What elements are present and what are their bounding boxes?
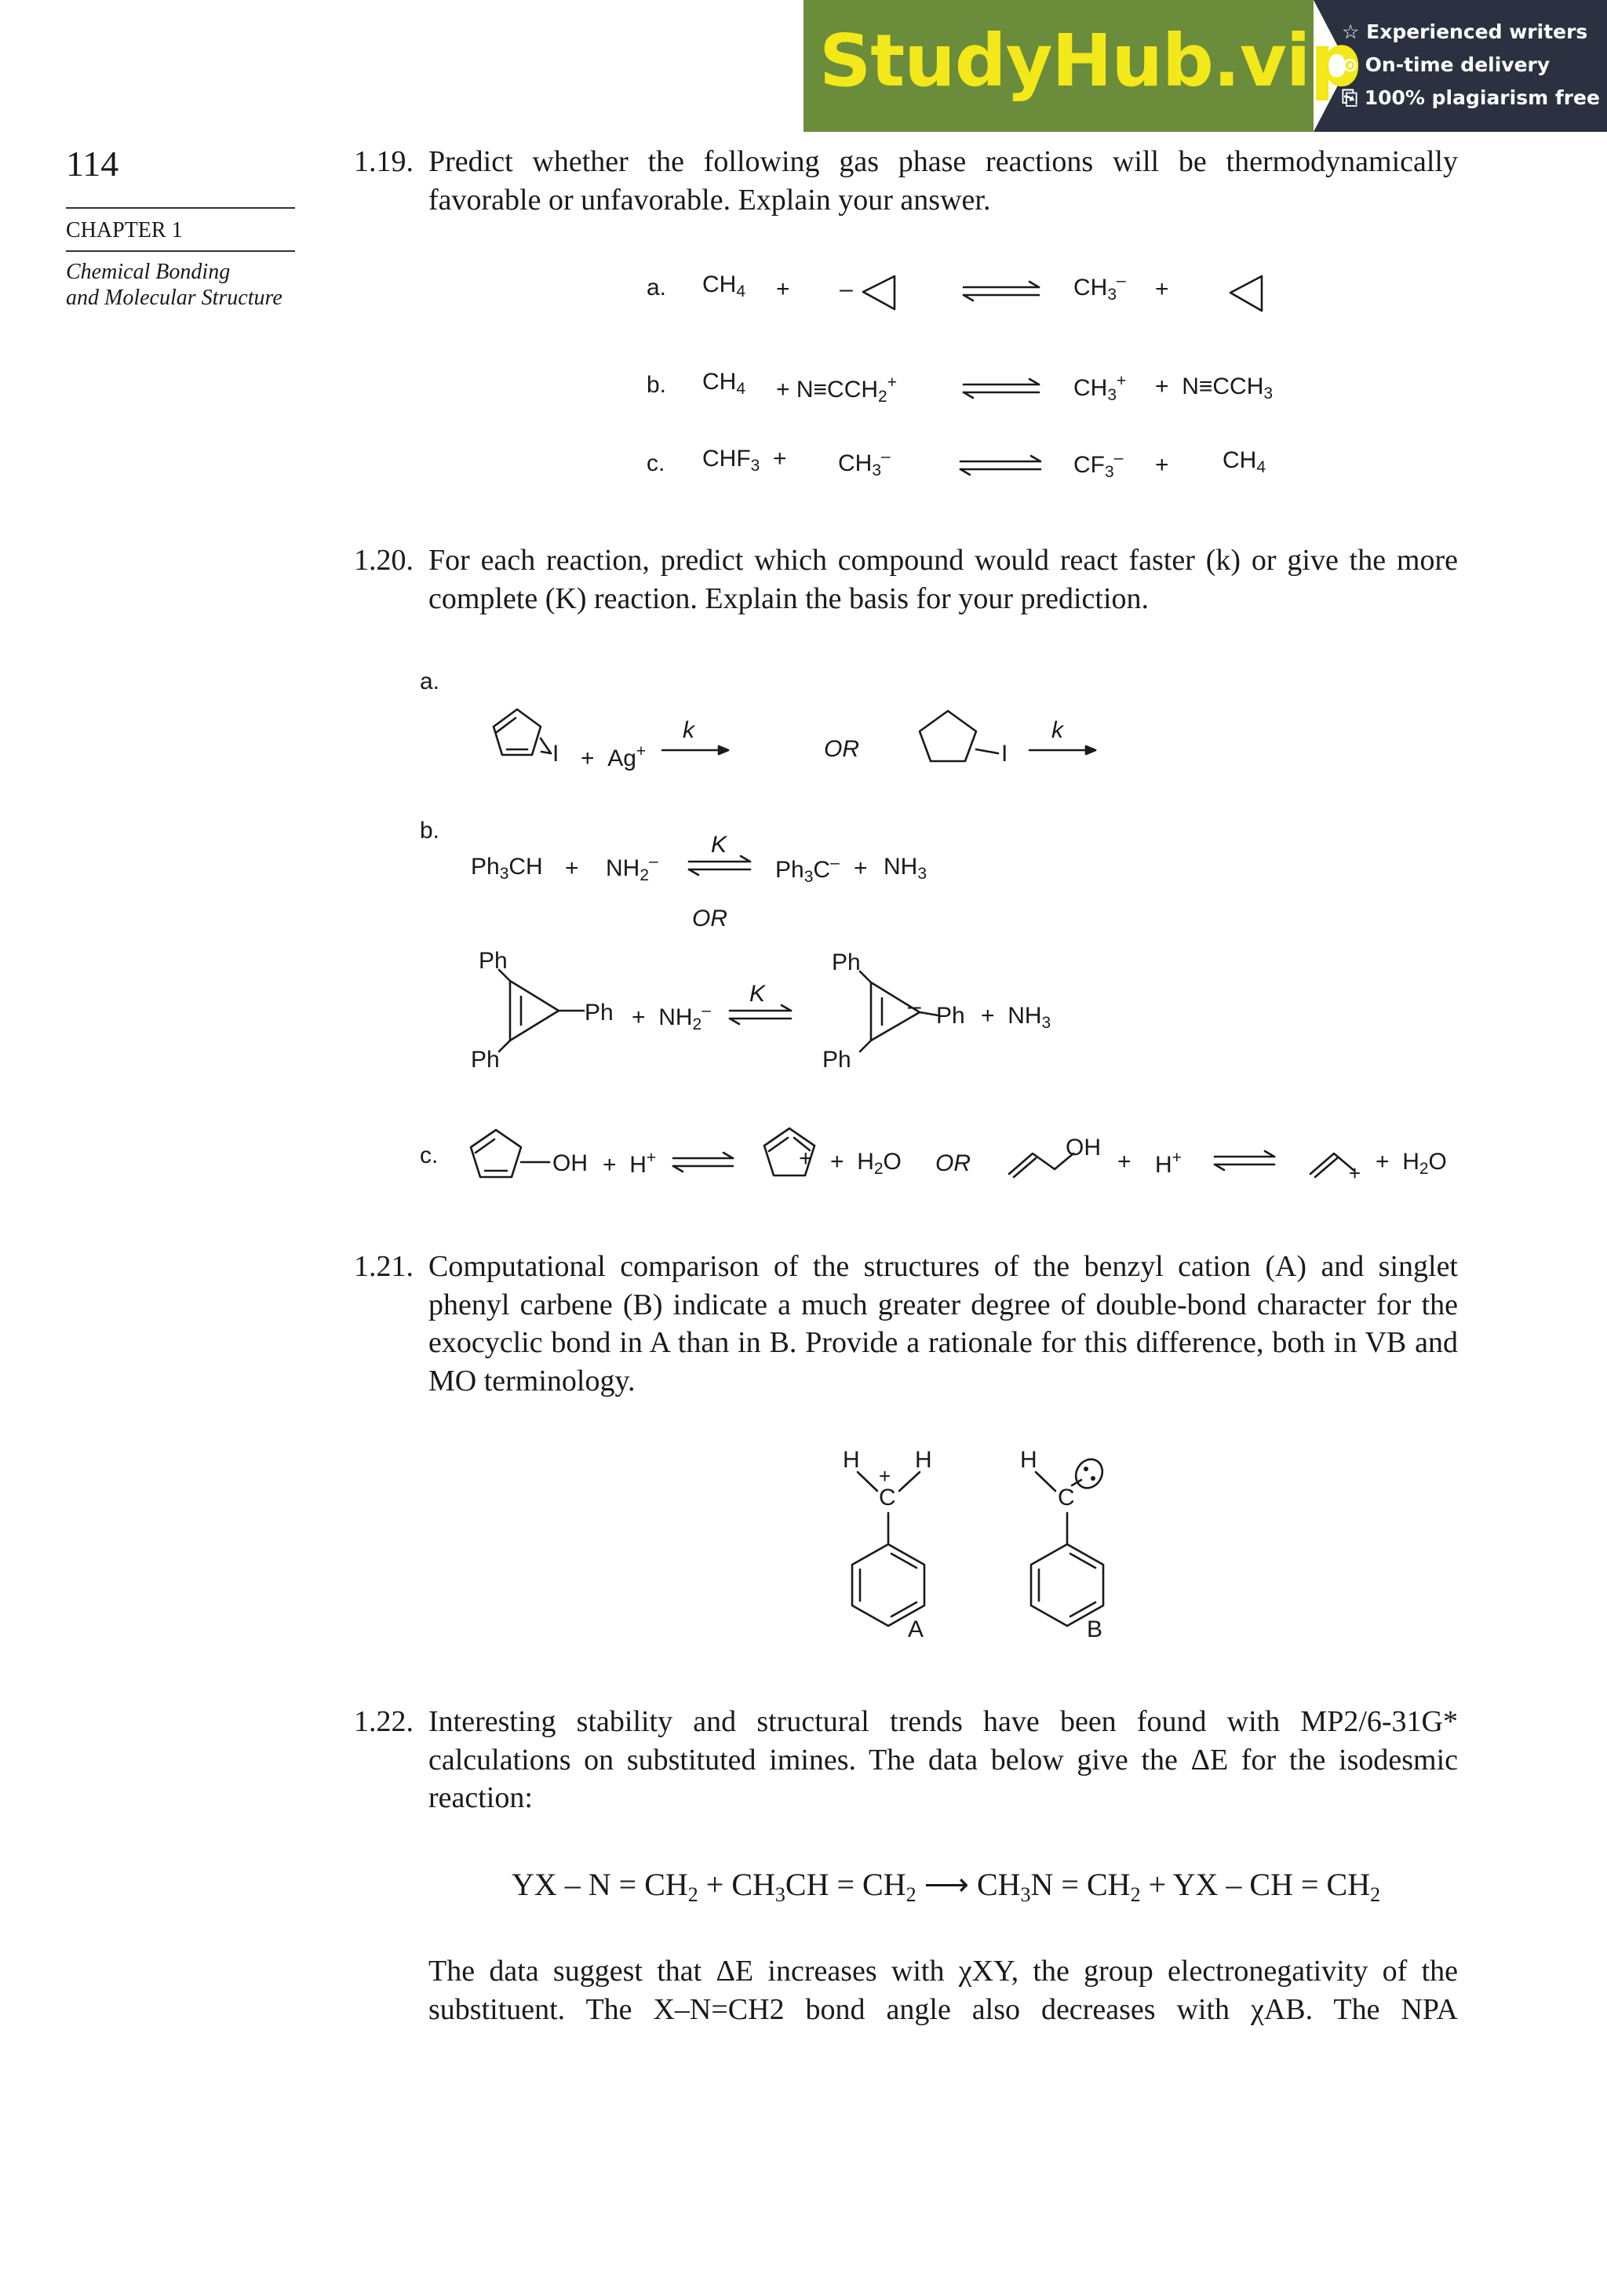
reaction-a-plus-2: + (1155, 276, 1169, 302)
a-or: OR (824, 736, 859, 762)
c-h-plus-2: H+ (1155, 1149, 1182, 1178)
equilibrium-arrow-b (964, 379, 1039, 398)
allyl-cation (1310, 1153, 1354, 1174)
b-or: OR (692, 906, 727, 931)
b-ph3c-anion: $Ph_3C^-$ (775, 854, 840, 886)
problem-text: For each reaction, predict which compound would react faster (k) or give the more complete (K) reaction. Explain the basis for your prediction. (428, 544, 1458, 615)
b-nh2-2: + $NH_2^-$ (632, 1001, 711, 1033)
cyclopentadiene-ring-1 (494, 709, 541, 755)
problem-number: 1.20. (354, 544, 414, 577)
feature-experienced-writers: ☆ Experienced writers (1342, 20, 1588, 43)
feature-plagiarism-free: ⎘ 100% plagiarism free (1342, 86, 1600, 109)
b-ph-bottom-1: Ph (471, 1047, 500, 1073)
a-k-1: k (683, 717, 694, 743)
b-plus-1: + (565, 855, 579, 881)
problem-text: Computational comparison of the structures of the benzyl cation (A) and singlet phenyl carbene (B) indicate a much greater degree of double-bond character for the exocyclic bond in A than in B. Provide a rationale for this difference, both in VB and MO terminology. (428, 1250, 1458, 1398)
reaction-c-chf3: $CHF_3$ + (702, 446, 787, 475)
c-allyl-charge: + (1349, 1161, 1361, 1185)
c-h2o-1: + $H_2O$ (830, 1149, 902, 1178)
label-b: B (1087, 1616, 1103, 1642)
c-oh-1: OH (552, 1150, 588, 1176)
reaction-b-ch3-cation: $CH_3^+$ (1073, 372, 1127, 404)
c-plus: + (1117, 1149, 1131, 1175)
equilibrium-arrow-a (964, 282, 1039, 301)
equilibrium-arrow-c1 (673, 1153, 733, 1172)
feature-on-time-delivery: ⊙ On-time delivery (1342, 53, 1551, 76)
b-K-1: K (711, 832, 727, 858)
reaction-c-ch4: $CH_4$ (1223, 447, 1266, 476)
c-or: OR (935, 1150, 971, 1176)
reaction-a-plus: + (776, 276, 790, 302)
b-K-2: K (749, 981, 766, 1007)
studyhub-logo[interactable]: StudyHub.vip (819, 19, 1361, 103)
a-ag-plus: + Ag+ (581, 742, 647, 771)
a-k-2: k (1051, 717, 1063, 743)
cyclopropene-ring-1 (510, 981, 559, 1040)
problem-number: 1.21. (354, 1250, 414, 1283)
b-anion-charge: – (908, 993, 921, 1019)
part-b-label: b. (420, 818, 440, 844)
reaction-b-nccch3: + $N\equiv CCH_3$ (1155, 374, 1274, 403)
cyclopropyl-anion-ring (863, 276, 895, 309)
b-plus-2: + (854, 855, 868, 881)
problem-number: 1.22. (354, 1705, 414, 1738)
isodesmic-equation: YX – $N = CH_2 + CH_3CH = CH_2$ ⟶ $CH_3N = CH_2$ + YX – CH = $CH_2$ (512, 1867, 1381, 1906)
b-nh3: $NH_3$ (884, 854, 927, 883)
cyclopentane-ring (920, 711, 976, 761)
reaction-a-minus: – (840, 276, 853, 302)
a-iodo-2: I (1001, 741, 1008, 767)
a-h-right: H (915, 1447, 932, 1473)
problem-text-2: The data suggest that ΔE increases with χXY, the group electronegativity of the substituent. The X–N=CH2 bond angle also decreases with χAB. The NPA (428, 1955, 1458, 2026)
b-ph-top-1: Ph (479, 948, 508, 974)
chapter-subtitle-line1: Chemical Bonding (66, 260, 231, 284)
reaction-c-label: c. (647, 450, 665, 476)
benzene-ring-b (1031, 1544, 1103, 1626)
equilibrium-arrow-c (960, 456, 1040, 475)
b-ph-top-2: Ph (832, 949, 861, 975)
equilibrium-arrow-b1 (689, 856, 750, 875)
benzene-ring-a (852, 1544, 924, 1626)
page-number: 114 (66, 144, 119, 184)
problem-number: 1.19. (354, 145, 414, 178)
a-h-left: H (843, 1447, 860, 1473)
problem-text: Interesting stability and structural trends have been found with MP2/6-31G* calculations on substituted imines. The data below give the ΔE for the isodesmic reaction: (428, 1705, 1458, 1814)
allyl-alcohol (1009, 1153, 1073, 1174)
a-carbon: C (879, 1485, 896, 1511)
reaction-a-ch4: $CH_4$ (702, 272, 746, 301)
a-cation-charge: + (879, 1464, 891, 1488)
b-nh2-anion: $NH_2^-$ (606, 852, 658, 884)
b-ph-right-1: Ph (585, 1000, 614, 1026)
c-h-plus-1: + H+ (603, 1149, 657, 1178)
part-a-label: a. (420, 669, 440, 694)
c-h2o-2: + $H_2O$ (1376, 1149, 1447, 1178)
chapter-subtitle-line2: and Molecular Structure (66, 286, 282, 310)
b-carbon: C (1058, 1485, 1075, 1511)
a-iodo-1: I (552, 741, 559, 767)
cyclopentadienyl-cation-ring (764, 1128, 814, 1175)
cyclopropane-ring (1230, 276, 1262, 311)
carbene-lone-pair (1084, 1467, 1095, 1481)
reaction-b-ch4: $CH_4$ (702, 369, 746, 398)
reaction-c-plus: + (1155, 452, 1169, 478)
reaction-c-cf3-anion: $CF_3^-$ (1073, 449, 1124, 481)
b-ph-bottom-2: Ph (822, 1047, 851, 1073)
b-h: H (1020, 1447, 1037, 1473)
reaction-c-ch3-anion: $CH_3^-$ (838, 447, 891, 479)
equilibrium-arrow-b2 (730, 1005, 791, 1024)
part-c-label: c. (420, 1143, 439, 1168)
c-cation-charge: + (799, 1146, 813, 1172)
reaction-b-nccch2: + $N\equiv CCH_2^+$ (776, 374, 897, 406)
chapter-label: CHAPTER 1 (66, 218, 183, 242)
b-ph-right-2: Ph (936, 1003, 965, 1029)
c-oh-2: OH (1066, 1135, 1101, 1161)
b-nh3-2: + $NH_3$ (981, 1003, 1051, 1032)
reaction-a-label: a. (647, 275, 667, 301)
problem-text: Predict whether the following gas phase reactions will be thermodynamically favorable or unfavorable. Explain your answer. (428, 145, 1458, 217)
reaction-a-ch3-anion: $CH_3^-$ (1073, 272, 1126, 304)
cyclopropenyl-anion-ring (871, 982, 920, 1040)
label-a: A (908, 1616, 924, 1642)
b-ph3ch: $Ph_3CH$ (471, 854, 543, 883)
equilibrium-arrow-c2 (1215, 1151, 1274, 1170)
reaction-b-label: b. (647, 372, 667, 398)
